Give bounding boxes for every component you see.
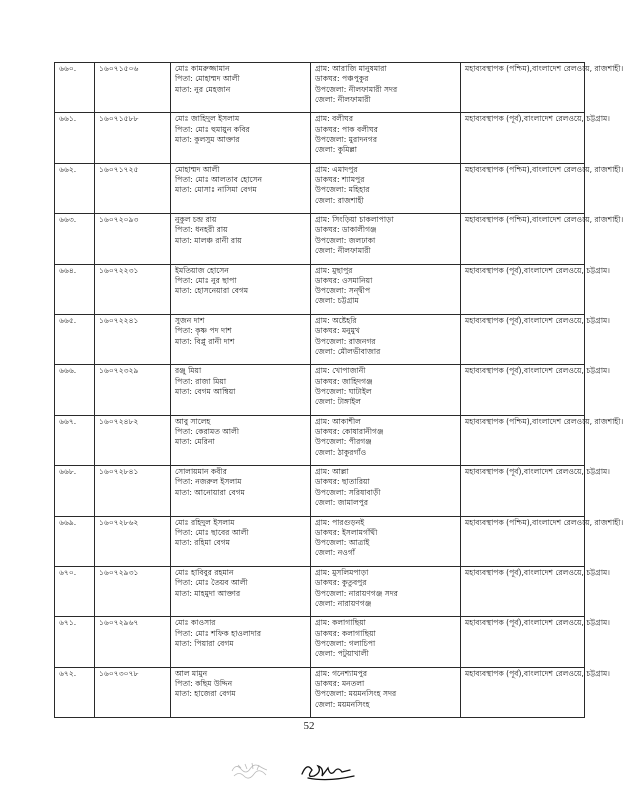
posting-office: মহাব্যবস্থাপক (পশ্চিম),বাংলাদেশ রেলওয়ে, রাজশাহী। [465, 215, 623, 225]
name-cell [171, 214, 311, 264]
roll-cell [95, 113, 171, 163]
address-village: গ্রাম: বলীঘর [315, 114, 354, 124]
serial-cell [55, 566, 95, 616]
serial-cell [55, 264, 95, 314]
posting-office: মহাব্যবস্থাপক (পূর্ব),বাংলাদেশ রেলওয়ে, চট্টগ্রাম। [465, 618, 610, 628]
serial-number: ৬৬৯. [59, 517, 77, 527]
serial-number: ৬৭০. [59, 567, 77, 577]
name-cell [171, 264, 311, 314]
father-name: পিতা: রাজা মিয়া [175, 376, 227, 386]
address-district: জেলা: নীলফামারী [315, 94, 371, 104]
posting-office: মহাব্যবস্থাপক (পূর্ব),বাংলাদেশ রেলওয়ে, চট্টগ্রাম। [465, 315, 610, 325]
table-row [55, 163, 585, 213]
posting-office: মহাব্যবস্থাপক (পশ্চিম),বাংলাদেশ রেলওয়ে, রাজশাহী। [465, 164, 623, 174]
address-upazila: উপজেলা: আত্রাই [315, 538, 370, 548]
roll-number: ১৬০৭২২৪১ [99, 315, 139, 325]
address-post-office: ডাকঘর: ছাতারিয়া [315, 477, 370, 487]
candidate-name: আবু সালেহ [175, 416, 211, 426]
address-post-office: ডাকঘর: কোষারানীগঞ্জ [315, 427, 384, 437]
father-name: পিতা: নজরুল ইসলাম [175, 477, 242, 487]
roll-cell [95, 314, 171, 364]
address-district: জেলা: ঠাকুরগাঁও [315, 447, 367, 457]
table-row [55, 264, 585, 314]
address-cell [311, 667, 461, 717]
page-number: 52 [303, 720, 315, 732]
roll-number: ১৬০৭২৪৮২ [99, 416, 139, 426]
address-upazila: উপজেলা: পীরগঞ্জ [315, 437, 372, 447]
serial-cell [55, 516, 95, 566]
serial-cell [55, 466, 95, 516]
roll-number: ১৬০৭২৩২৯ [99, 366, 139, 376]
table-row [55, 466, 585, 516]
roll-cell [95, 667, 171, 717]
posting-office: মহাব্যবস্থাপক (পূর্ব),বাংলাদেশ রেলওয়ে, চট্টগ্রাম। [465, 366, 610, 376]
roll-cell [95, 365, 171, 415]
table-row [55, 365, 585, 415]
address-district: জেলা: ময়মনসিংহ [315, 699, 370, 709]
address-cell [311, 365, 461, 415]
address-upazila: উপজেলা: নারায়ণগঞ্জ সদর [315, 588, 398, 598]
father-name: পিতা: মোঃ ছাবের আলী [175, 527, 249, 537]
table-row [55, 314, 585, 364]
posting-office: মহাব্যবস্থাপক (পশ্চিম),বাংলাদেশ রেলওয়ে, রাজশাহী। [465, 416, 623, 426]
address-upazila: উপজেলা: ময়মনসিংহ সদর [315, 689, 397, 699]
candidate-table [54, 62, 623, 718]
serial-cell [55, 113, 95, 163]
address-upazila: উপজেলা: নীলফামারী সদর [315, 84, 398, 94]
mother-name: মাতা: আনোয়ারা বেগম [175, 487, 245, 497]
address-village: গ্রাম: মুসলিমপাড়া [315, 567, 369, 577]
address-village: গ্রাম: এমাদপুর [315, 164, 358, 174]
candidate-name: সুজন দাশ [175, 315, 205, 325]
address-cell [311, 113, 461, 163]
address-village: গ্রাম: কলাগাছিয়া [315, 618, 366, 628]
address-post-office: ডাকঘর: ওসমানিয়া [315, 275, 373, 285]
roll-cell [95, 163, 171, 213]
posting-office: মহাব্যবস্থাপক (পূর্ব),বাংলাদেশ রেলওয়ে, চট্টগ্রাম। [465, 668, 610, 678]
mother-name: মাতা: বিপ্লু রানী দাশ [175, 336, 235, 346]
candidate-table-body [55, 63, 623, 718]
address-post-office: ডাকঘর: জাহিদগঞ্জ [315, 376, 373, 386]
address-district: জেলা: রাজশাহী [315, 195, 364, 205]
address-cell [311, 466, 461, 516]
name-cell [171, 314, 311, 364]
address-district: জেলা: চট্টগ্রাম [315, 296, 359, 306]
address-cell [311, 516, 461, 566]
address-post-office: ডাকঘর: মনতলা [315, 678, 365, 688]
address-post-office: ডাকঘর: কুতুবপুর [315, 578, 367, 588]
candidate-name: সোলায়মান কবীর [175, 467, 227, 477]
address-cell [311, 214, 461, 264]
office-cell [461, 264, 610, 314]
posting-office: মহাব্যবস্থাপক (পশ্চিম),বাংলাদেশ রেলওয়ে, রাজশাহী। [465, 517, 623, 527]
posting-office: মহাব্যবস্থাপক (পূর্ব),বাংলাদেশ রেলওয়ে, চট্টগ্রাম। [465, 114, 610, 124]
father-name: পিতা: কেরামত আলী [175, 427, 239, 437]
address-village: গ্রাম: আল্লা [315, 467, 349, 477]
table-row [55, 63, 585, 113]
table-row [55, 516, 585, 566]
name-cell [171, 415, 311, 465]
table-row [55, 415, 585, 465]
roll-number: ১৬০৭২০৯৩ [99, 215, 139, 225]
serial-number: ৬৭১. [59, 618, 77, 628]
address-cell [311, 264, 461, 314]
office-cell [461, 113, 610, 163]
address-district: জেলা: কুমিল্লা [315, 145, 358, 155]
serial-cell [55, 163, 95, 213]
address-cell [311, 566, 461, 616]
address-cell [311, 163, 461, 213]
serial-number: ৬৬২. [59, 164, 77, 174]
roll-cell [95, 566, 171, 616]
address-cell [311, 314, 461, 364]
serial-number: ৬৬৫. [59, 315, 77, 325]
mother-name: মাতা: পিয়ারা বেগম [175, 638, 234, 648]
roll-number: ১৬০৭২৮৬২ [99, 517, 139, 527]
serial-cell [55, 415, 95, 465]
mother-name: মাতা: কুলসুম আক্তার [175, 134, 240, 144]
father-name: পিতা: মোঃ হুমায়ুন কবির [175, 124, 250, 134]
candidate-name: নুকুল চন্দ্র রায় [175, 215, 217, 225]
name-cell [171, 566, 311, 616]
address-upazila: উপজেলা: জলঢাকা [315, 235, 376, 245]
name-cell [171, 617, 311, 667]
father-name: পিতা: কছিম উদ্দিন [175, 678, 233, 688]
name-cell [171, 113, 311, 163]
candidate-name: মোঃ রহিদুল ইসলাম [175, 517, 235, 527]
address-village: গ্রাম: খোপাজানী [315, 366, 366, 376]
office-cell [461, 163, 623, 213]
serial-number: ৬৬১. [59, 114, 77, 124]
candidate-name: রঞ্জু মিয়া [175, 366, 202, 376]
address-village: গ্রাম: আকাশীল [315, 416, 361, 426]
address-district: জেলা: নওগাঁ [315, 548, 356, 558]
office-cell [461, 314, 610, 364]
address-post-office: ডাকঘর: ইসলামগাঁথী [315, 527, 378, 537]
candidate-name: মোঃ কাওসার [175, 618, 216, 628]
name-cell [171, 516, 311, 566]
address-village: গ্রাম: আরাজি মানুষমারা [315, 64, 387, 73]
roll-number: ১৬০৭২৯৩১ [99, 567, 139, 577]
roll-number: ১৬০৭২২৩১ [99, 265, 139, 275]
address-cell [311, 415, 461, 465]
address-upazila: উপজেলা: সরিষাবাড়ী [315, 487, 381, 497]
address-upazila: উপজেলা: ঘাটাইল [315, 386, 372, 396]
mother-name: মাতা: নুর মেহজান [175, 84, 231, 94]
address-district: জেলা: নীলফামারী [315, 246, 371, 256]
roll-number: ১৬০৭১৭২৫ [99, 164, 139, 174]
roll-number: ১৬০৭১৫৮৮ [99, 114, 139, 124]
office-cell [461, 516, 623, 566]
name-cell [171, 466, 311, 516]
table-row [55, 617, 585, 667]
serial-cell [55, 617, 95, 667]
serial-number: ৬৬০. [59, 64, 77, 73]
address-district: জেলা: মৌলভীবাজার [315, 346, 381, 356]
roll-number: ১৬০৭১৫০৬ [99, 64, 139, 73]
father-name: পিতা: মোঃ নুর ছাপা [175, 275, 237, 285]
candidate-name: মোঃ জাহিদুল ইসলাম [175, 114, 240, 124]
candidate-name: মোঃ কামরুজ্জামান [175, 64, 230, 73]
posting-office: মহাব্যবস্থাপক (পূর্ব),বাংলাদেশ রেলওয়ে, চট্টগ্রাম। [465, 467, 610, 477]
mother-name: মাতা: রহিমা বেগম [175, 538, 230, 548]
father-name: পিতা: মোহাম্মদ আলী [175, 74, 240, 84]
mother-name: মাতা: হোসনেয়ারা বেগম [175, 286, 249, 296]
roll-cell [95, 415, 171, 465]
serial-cell [55, 63, 95, 113]
address-district: জেলা: জামালপুর [315, 498, 369, 508]
father-name: পিতা: কৃষ্ণ পদ দাশ [175, 326, 232, 336]
stamp-mark [228, 757, 270, 783]
address-post-office: ডাকঘর: পঞ্চপুকুর [315, 74, 369, 84]
roll-number: ১৬০৭২৮৪১ [99, 467, 139, 477]
candidate-name: ইমতিয়াজ হোসেন [175, 265, 229, 275]
office-cell [461, 466, 610, 516]
address-village: গ্রাম: মুছাপুর [315, 265, 353, 275]
serial-cell [55, 314, 95, 364]
serial-cell [55, 214, 95, 264]
office-cell [461, 365, 610, 415]
candidate-name: মোঃ হাবিবুর রহমান [175, 567, 234, 577]
address-upazila: উপজেলা: সন্দ্বীপ [315, 286, 371, 296]
table-row [55, 113, 585, 163]
office-cell [461, 566, 610, 616]
name-cell [171, 667, 311, 717]
mother-name: মাতা: বেগম আম্বিয়া [175, 386, 236, 396]
mother-name: মাতা: হাজেরা বেগম [175, 689, 236, 699]
serial-cell [55, 667, 95, 717]
roll-cell [95, 63, 171, 113]
father-name: পিতা: ধনহরী রায় [175, 225, 228, 235]
address-post-office: ডাকঘর: মনুমুখ [315, 326, 360, 336]
roll-cell [95, 466, 171, 516]
office-cell [461, 415, 623, 465]
serial-number: ৬৭২. [59, 668, 77, 678]
address-district: জেলা: পটুয়াখালী [315, 649, 369, 659]
name-cell [171, 365, 311, 415]
address-post-office: ডাকঘর: পাক বলীঘর [315, 124, 378, 134]
office-cell [461, 617, 610, 667]
serial-cell [55, 365, 95, 415]
table-row [55, 566, 585, 616]
candidate-name: মোহাম্মদ আলী [175, 164, 220, 174]
office-cell [461, 667, 610, 717]
address-post-office: ডাকঘর: কলাগাছিয়া [315, 628, 376, 638]
serial-number: ৬৬৮. [59, 467, 77, 477]
posting-office: মহাব্যবস্থাপক (পূর্ব),বাংলাদেশ রেলওয়ে, চট্টগ্রাম। [465, 265, 610, 275]
address-upazila: উপজেলা: মুরাদনগর [315, 134, 378, 144]
address-village: গ্রাম: পারগুড়নই [315, 517, 365, 527]
address-upazila: উপজেলা: গলাচিপা [315, 638, 376, 648]
candidate-name: আল মামুন [175, 668, 208, 678]
address-cell [311, 617, 461, 667]
address-district: জেলা: টাঙ্গাইল [315, 397, 361, 407]
roll-number: ১৬০৭২৯৬৭ [99, 618, 139, 628]
address-district: জেলা: নারায়ণগঞ্জ [315, 598, 372, 608]
roll-cell [95, 264, 171, 314]
table-row [55, 214, 585, 264]
address-upazila: উপজেলা: রাজনগর [315, 336, 376, 346]
address-upazila: উপজেলা: মহিহার [315, 185, 370, 195]
roll-cell [95, 617, 171, 667]
serial-number: ৬৬৭. [59, 416, 77, 426]
address-village: গ্রাম: অষ্টেহরি [315, 315, 357, 325]
serial-number: ৬৬৬. [59, 366, 77, 376]
office-cell [461, 63, 623, 113]
father-name: পিতা: মোঃ শফিক হাওলাদার [175, 628, 262, 638]
roll-number: ১৬০৭৩০৭৮ [99, 668, 139, 678]
serial-number: ৬৬৩. [59, 215, 77, 225]
address-cell [311, 63, 461, 113]
roll-cell [95, 516, 171, 566]
mother-name: মাতা: মেরিনা [175, 437, 215, 447]
office-cell [461, 214, 623, 264]
posting-office: মহাব্যবস্থাপক (পূর্ব),বাংলাদেশ রেলওয়ে, চট্টগ্রাম। [465, 567, 610, 577]
father-name: পিতা: মোঃ আলতাব হোসেন [175, 175, 263, 185]
serial-number: ৬৬৪. [59, 265, 77, 275]
signature [298, 760, 366, 784]
table-row [55, 667, 585, 717]
roll-cell [95, 214, 171, 264]
address-post-office: ডাকঘর: শ্যামপুর [315, 175, 365, 185]
father-name: পিতা: মোঃ তৈয়ব আলী [175, 578, 248, 588]
mother-name: মাতা: মাহমুদা আক্তার [175, 588, 241, 598]
name-cell [171, 163, 311, 213]
address-village: গ্রাম: সিংড়িয়া চাকলাপাড়া [315, 215, 394, 225]
address-village: গ্রাম: গনেশ্যামপুর [315, 668, 368, 678]
mother-name: মাতা: মালঞ্চ রানী রায় [175, 235, 242, 245]
name-cell [171, 63, 311, 113]
mother-name: মাতা: মোসাঃ নাসিমা বেগম [175, 185, 257, 195]
posting-office: মহাব্যবস্থাপক (পশ্চিম),বাংলাদেশ রেলওয়ে, রাজশাহী। [465, 64, 623, 73]
address-post-office: ডাকঘর: ডাকালীগঞ্জ [315, 225, 377, 235]
